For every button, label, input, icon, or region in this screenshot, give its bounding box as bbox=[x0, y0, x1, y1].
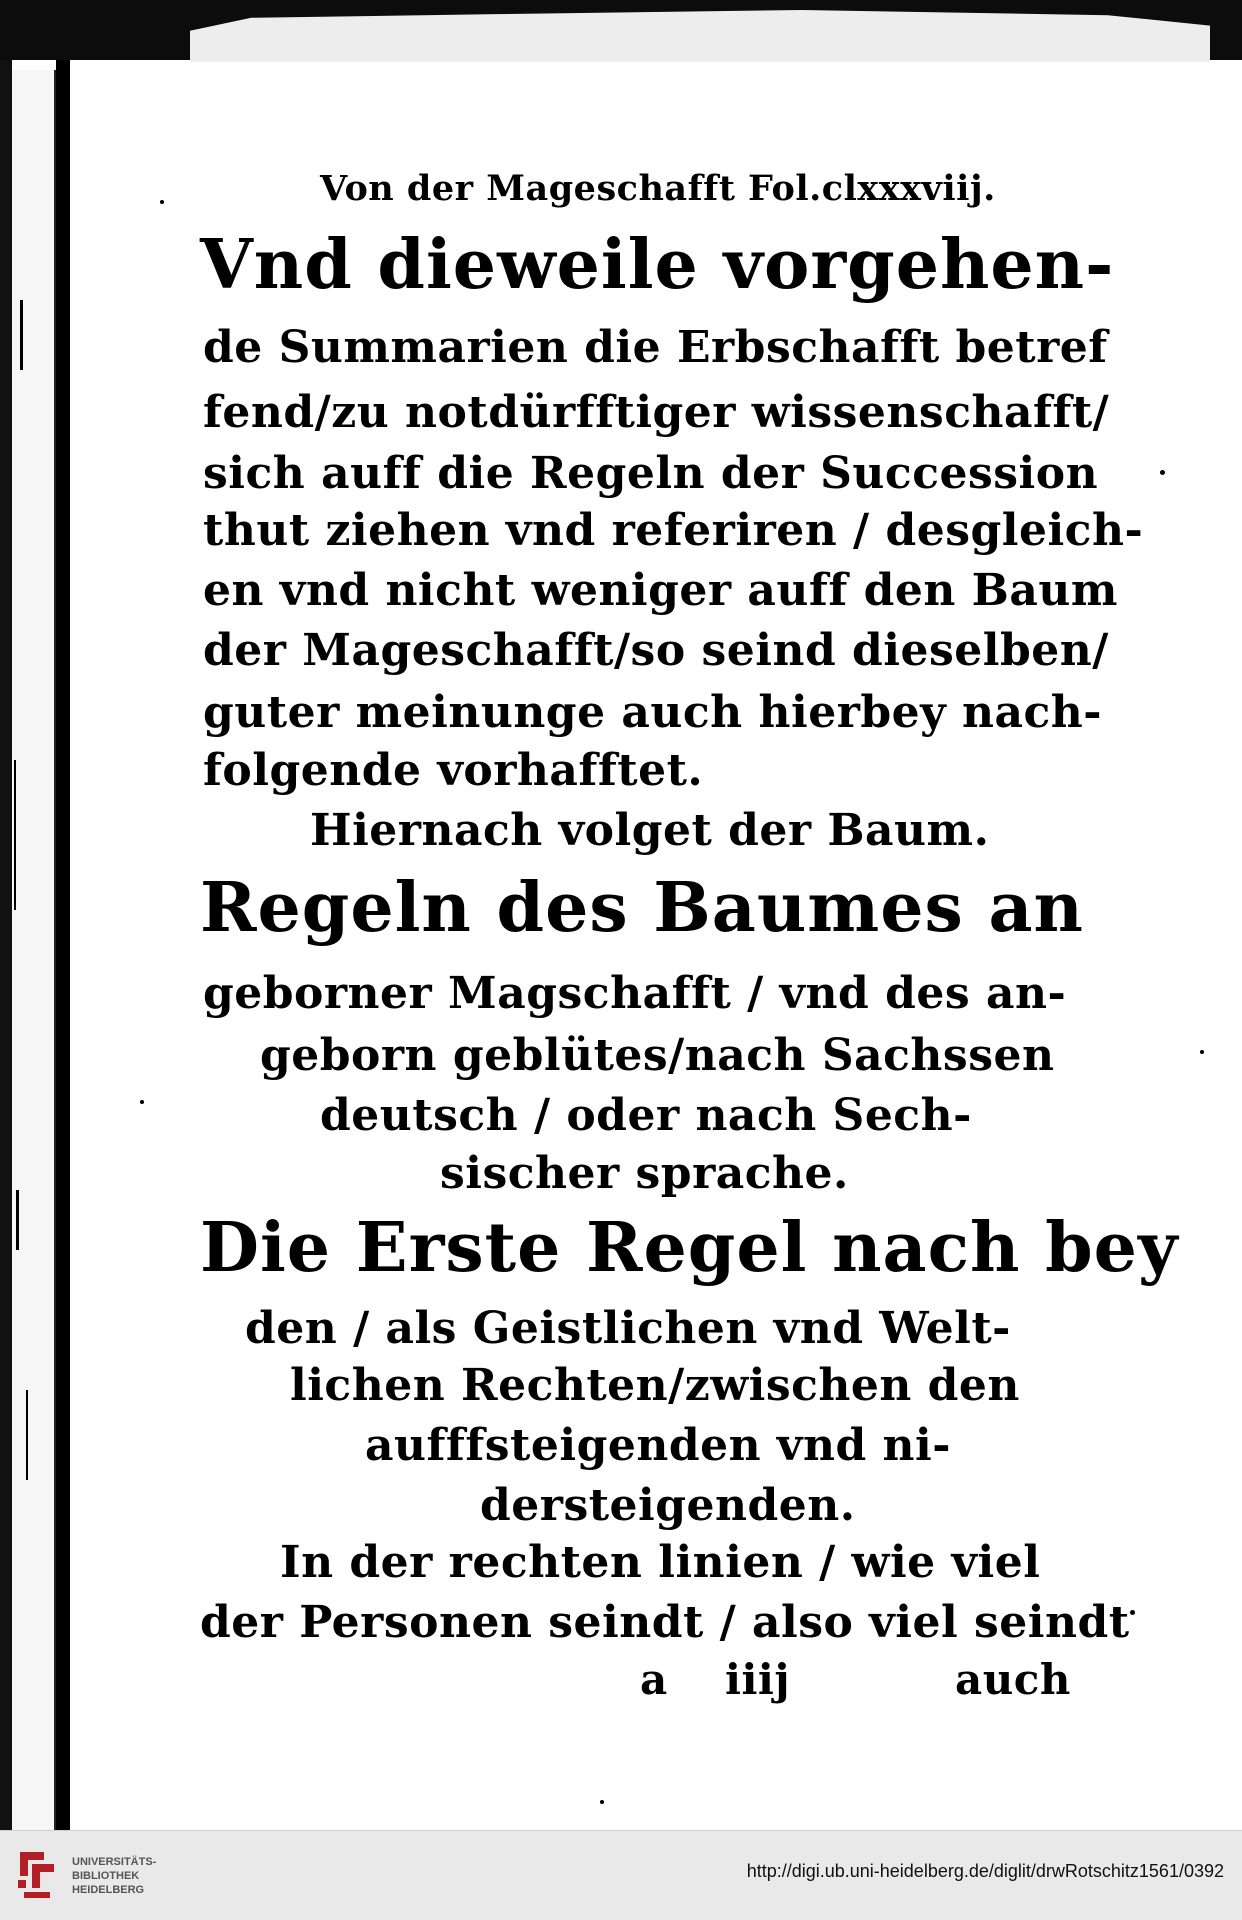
library-name bbox=[72, 1855, 156, 1897]
text-line: In der rechten linien / wie viel bbox=[280, 1537, 1041, 1588]
text-line: sich auff die Regeln der Succession bbox=[203, 448, 1099, 499]
text-line: de Summarien die Erbschafft betref bbox=[203, 322, 1108, 373]
scan-speck bbox=[1200, 1050, 1204, 1054]
scan-speck bbox=[160, 200, 164, 204]
text-line: en vnd nicht weniger auff den Baum bbox=[203, 565, 1118, 616]
scan-speck bbox=[140, 1100, 144, 1104]
signature-number: iiij bbox=[725, 1655, 791, 1704]
text-line: deutsch / oder nach Sech- bbox=[320, 1090, 972, 1141]
text-line: folgende vorhafftet. bbox=[203, 745, 704, 796]
text-line: der Personen seindt / also viel seindt bbox=[200, 1597, 1130, 1648]
text-line: sischer sprache. bbox=[440, 1148, 849, 1199]
university-library-logo-icon bbox=[14, 1846, 60, 1904]
scan-speck bbox=[600, 1800, 604, 1804]
scan-speck bbox=[1130, 1610, 1135, 1615]
section-heading: Die Erste Regel nach bey bbox=[200, 1208, 1179, 1288]
text-line: den / als Geistlichen vnd Welt- bbox=[245, 1303, 1011, 1354]
text-line: dersteigenden. bbox=[480, 1480, 856, 1531]
text-line: geborn geblütes/nach Sachssen bbox=[260, 1030, 1055, 1081]
signature-mark: a bbox=[640, 1655, 668, 1704]
permalink-url[interactable]: http://digi.ub.uni-heidelberg.de/diglit/drwRotschitz1561/0392 bbox=[746, 1861, 1224, 1881]
text-line: fend/zu notdürfftiger wissenschafft/ bbox=[203, 387, 1110, 438]
subheading: Hiernach volget der Baum. bbox=[310, 805, 990, 856]
gutter-mark bbox=[16, 1190, 19, 1250]
viewer-footer bbox=[0, 1830, 1242, 1920]
catchword: auch bbox=[955, 1655, 1071, 1704]
library-name-line: HEIDELBERG bbox=[72, 1884, 145, 1896]
library-name-line: BIBLIOTHEK bbox=[72, 1870, 140, 1882]
gutter-mark bbox=[26, 1390, 28, 1480]
scan-paper-edge bbox=[190, 10, 1210, 62]
text-line: guter meinunge auch hierbey nach- bbox=[203, 687, 1103, 738]
facing-page-strip bbox=[12, 70, 57, 1830]
text-line: geborner Magschafft / vnd des an- bbox=[203, 968, 1067, 1019]
book-gutter bbox=[56, 60, 70, 1830]
section-heading: Regeln des Baumes an bbox=[200, 868, 1084, 948]
gutter-mark bbox=[14, 760, 16, 910]
text-line: Vnd dieweile vorgehen- bbox=[200, 225, 1115, 305]
text-line: thut ziehen vnd referiren / desgleich- bbox=[203, 505, 1144, 556]
text-line: lichen Rechten/zwischen den bbox=[290, 1360, 1020, 1411]
library-name-line: UNIVERSITÄTS- bbox=[72, 1856, 157, 1868]
gutter-mark bbox=[20, 300, 23, 370]
running-header: Von der Mageschafft Fol.clxxxviij. bbox=[320, 168, 996, 209]
scan-speck bbox=[1160, 470, 1165, 475]
text-line: aufffsteigenden vnd ni- bbox=[365, 1420, 952, 1471]
scan-spine-edge bbox=[0, 60, 12, 1830]
text-line: der Mageschafft/so seind dieselben/ bbox=[203, 625, 1109, 676]
